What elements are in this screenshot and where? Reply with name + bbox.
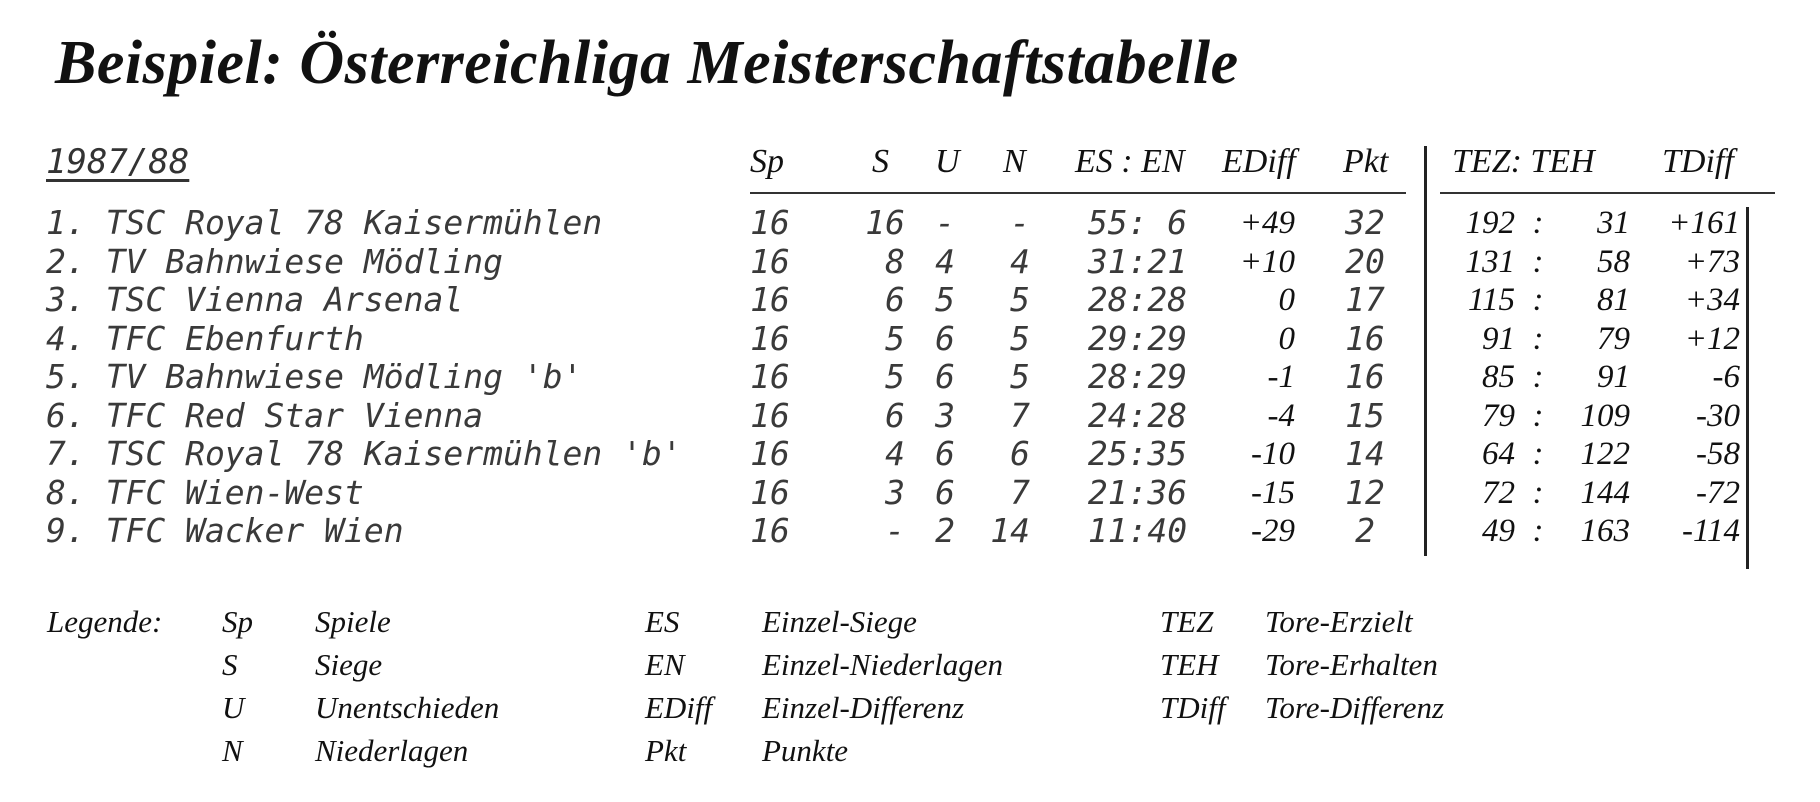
cell-pkt: 12 [1345,472,1385,512]
legend-abbr: TEH [1160,647,1219,682]
cell-ediff: +49 [1239,205,1295,241]
team-name: 7. TSC Royal 78 Kaisermühlen 'b' [46,434,682,473]
cell-tez: 131 [1465,243,1515,280]
team-name: 3. TSC Vienna Arsenal [46,280,464,319]
cell-n: 14 [990,511,1030,550]
legend-abbr: TEZ [1160,604,1214,639]
cell-u: 2 [935,511,955,550]
header-es-en: ES : EN [1075,143,1185,180]
header-underline-tore [1440,192,1775,194]
cell-u: 5 [935,280,955,319]
cell-sp: 16 [750,357,790,396]
cell-teh: 58 [1597,243,1630,280]
cell-es-en: 11:40 [1087,511,1188,550]
team-name: 5. TV Bahnwiese Mödling 'b' [46,357,583,396]
cell-s: 4 [885,434,905,473]
cell-tdiff: +161 [1668,205,1740,241]
cell-teh: 31 [1597,205,1630,241]
cell-es-en: 28:29 [1087,357,1188,396]
cell-tdiff: -58 [1696,436,1740,472]
cell-es-en: 28:28 [1087,280,1188,319]
cell-sp: 16 [750,241,790,281]
cell-teh: 79 [1597,320,1630,357]
cell-s: 5 [885,357,905,396]
cell-sp: 16 [750,472,790,512]
team-name: 4. TFC Ebenfurth [46,318,364,358]
legend-abbr: TDiff [1160,690,1226,725]
cell-tez-sep: : [1532,397,1544,434]
cell-es-en: 21:36 [1087,472,1188,512]
cell-tez: 85 [1482,359,1515,395]
legend-text: Einzel-Niederlagen [762,647,1004,682]
cell-s: 6 [885,395,905,435]
cell-es-en: 31:21 [1087,241,1188,281]
cell-s: 5 [885,318,905,358]
cell-tez: 79 [1482,397,1515,434]
cell-s: 6 [885,280,905,319]
cell-tdiff: +73 [1684,243,1740,280]
cell-teh: 163 [1580,513,1630,549]
legend-text: Tore-Differenz [1265,690,1445,725]
cell-u: 6 [935,472,955,512]
cell-ediff: +10 [1239,243,1295,280]
cell-tez-sep: : [1532,320,1544,357]
cell-pkt: 20 [1345,241,1385,281]
cell-ediff: -10 [1251,436,1295,472]
header-sp: Sp [750,143,784,180]
cell-tez-sep: : [1532,474,1544,511]
cell-tez: 192 [1465,205,1515,241]
cell-tez-sep: : [1532,359,1544,395]
legend-abbr: ES [645,604,680,639]
cell-tdiff: -114 [1681,513,1740,549]
header-pkt: Pkt [1343,143,1389,180]
cell-tez: 72 [1482,474,1515,511]
cell-ediff: -15 [1251,474,1295,511]
header-n: N [1003,143,1026,180]
cell-pkt: 32 [1345,203,1385,242]
cell-sp: 16 [750,434,790,473]
legend-text: Einzel-Differenz [762,690,965,725]
legend-text: Spiele [315,604,391,639]
cell-tez-sep: : [1532,282,1544,318]
header-ediff: EDiff [1222,143,1296,180]
cell-pkt: 2 [1355,511,1375,550]
cell-n: 7 [1010,395,1030,435]
cell-teh: 109 [1580,397,1630,434]
cell-tdiff: -30 [1696,397,1740,434]
cell-tez-sep: : [1532,205,1544,241]
cell-s: 3 [885,472,905,512]
season-label: 1987/88 [46,142,190,182]
legend-abbr: N [222,733,243,768]
header-tdiff: TDiff [1662,143,1734,180]
legend-abbr: EDiff [645,690,713,725]
legend-abbr: U [222,690,245,725]
page-title: Beispiel: Österreichliga Meisterschaftstabelle [55,29,1239,97]
cell-u: 3 [935,395,955,435]
cell-teh: 144 [1580,474,1630,511]
legend-label: Legende: [47,604,163,639]
cell-u: 6 [935,434,955,473]
legend-text: Tore-Erhalten [1265,647,1438,682]
cell-tdiff: +12 [1684,320,1740,357]
cell-tdiff: +34 [1684,282,1740,318]
column-divider [1424,146,1427,556]
cell-tdiff: -72 [1696,474,1740,511]
cell-u: - [935,203,955,242]
cell-es-en: 55: 6 [1087,203,1188,242]
cell-n: 4 [1010,241,1030,281]
legend-abbr: Sp [222,604,253,639]
legend-abbr: EN [645,647,685,682]
legend-text: Niederlagen [315,733,469,768]
cell-ediff: -4 [1267,397,1295,434]
cell-tez: 91 [1482,320,1515,357]
cell-tdiff: -6 [1712,359,1740,395]
cell-tez-sep: : [1532,436,1544,472]
cell-pkt: 16 [1345,318,1385,358]
cell-tez: 115 [1467,282,1515,318]
legend-text: Tore-Erzielt [1265,604,1413,639]
cell-u: 6 [935,318,955,358]
cell-sp: 16 [750,318,790,358]
cell-sp: 16 [750,511,790,550]
cell-n: 6 [1010,434,1030,473]
team-name: 1. TSC Royal 78 Kaisermühlen [46,203,603,242]
header-u: U [935,143,960,180]
cell-n: 5 [1010,318,1030,358]
cell-ediff: 0 [1278,282,1295,318]
cell-tez-sep: : [1532,513,1544,549]
cell-n: 5 [1010,280,1030,319]
cell-sp: 16 [750,203,790,242]
team-name: 8. TFC Wien-West [46,472,364,512]
cell-es-en: 24:28 [1087,395,1188,435]
cell-s: 16 [865,203,905,242]
cell-n: 5 [1010,357,1030,396]
team-name: 6. TFC Red Star Vienna [46,395,484,435]
cell-n: 7 [1010,472,1030,512]
header-underline-main [750,192,1406,194]
cell-teh: 91 [1597,359,1630,395]
cell-pkt: 15 [1345,395,1385,435]
cell-tez: 64 [1482,436,1515,472]
cell-sp: 16 [750,395,790,435]
legend-abbr: Pkt [645,733,687,768]
cell-ediff: -1 [1267,359,1295,395]
cell-s: - [885,511,905,550]
cell-ediff: 0 [1278,320,1295,357]
cell-sp: 16 [750,280,790,319]
cell-pkt: 16 [1345,357,1385,396]
cell-teh: 81 [1597,282,1630,318]
legend-text: Einzel-Siege [762,604,917,639]
cell-u: 4 [935,241,955,281]
legend-text: Unentschieden [315,690,500,725]
cell-teh: 122 [1580,436,1630,472]
cell-u: 6 [935,357,955,396]
cell-es-en: 29:29 [1087,318,1188,358]
legend-text: Punkte [762,733,849,768]
cell-pkt: 17 [1345,280,1385,319]
cell-es-en: 25:35 [1087,434,1188,473]
team-name: 9. TFC Wacker Wien [46,511,404,550]
team-name: 2. TV Bahnwiese Mödling [46,241,503,281]
cell-tez: 49 [1482,513,1515,549]
legend-text: Siege [315,647,383,682]
header-tez-teh: TEZ: TEH [1452,143,1595,180]
right-border [1746,207,1749,569]
cell-ediff: -29 [1251,513,1295,549]
cell-pkt: 14 [1345,434,1385,473]
legend-abbr: S [222,647,238,682]
header-s: S [872,143,889,180]
cell-s: 8 [885,241,905,281]
cell-n: - [1010,203,1030,242]
cell-tez-sep: : [1532,243,1544,280]
